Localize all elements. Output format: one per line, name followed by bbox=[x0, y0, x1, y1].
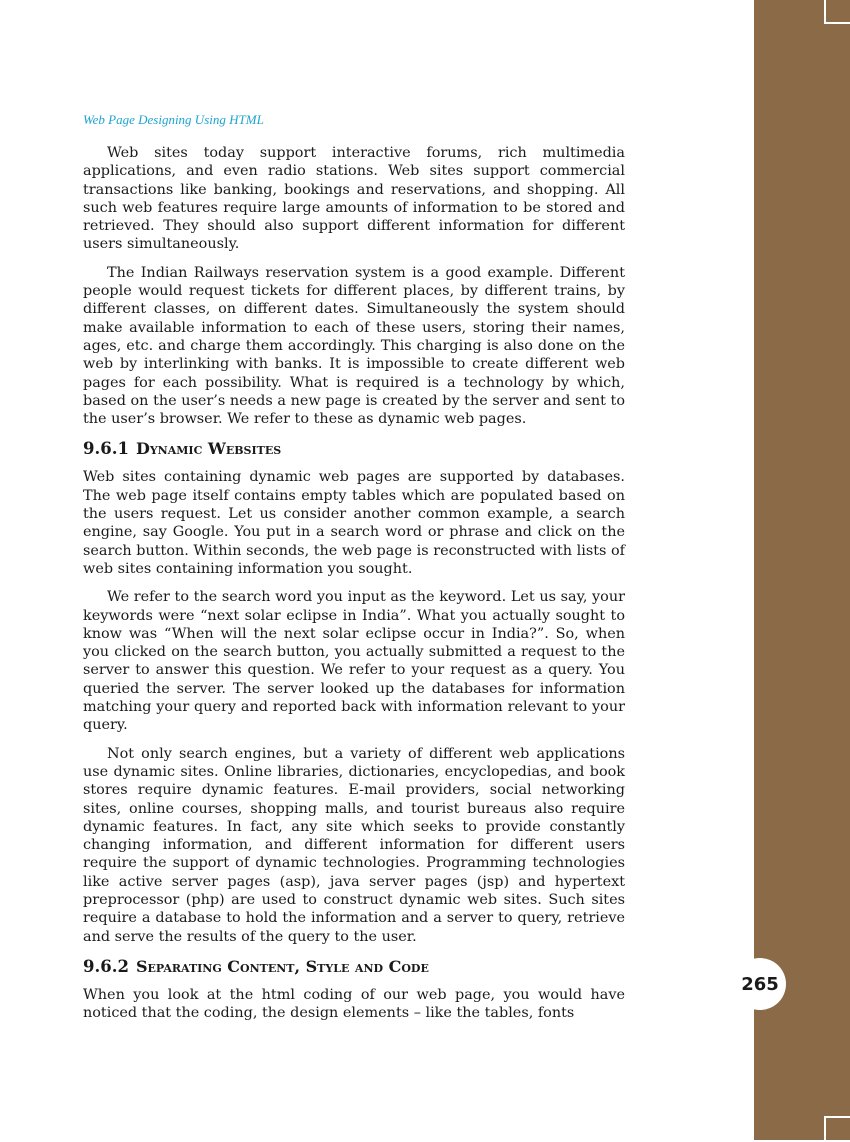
section-heading-separating-content bbox=[83, 956, 625, 978]
section-1-paragraph-2: We refer to the search word you input as the keyword. Let us say, your keywords were “next solar eclipse in India”. What you actually sought to know was “When will the next solar eclipse occur in India?”. So, when you clicked on the search button, you actually submitted a request to the server to answer this question. We refer to your request as a query. You queried the server. The server looked up the databases for information matching your query and reported back with information relevant to your query. bbox=[83, 589, 625, 734]
section-heading-dynamic-websites bbox=[83, 438, 625, 460]
crop-mark-top bbox=[824, 0, 850, 24]
section-1-paragraph-1: Web sites containing dynamic web pages are supported by databases. The web page itself contains empty tables which are populated based on the users request. Let us consider another common example, a search engine, say Google. You put in a search word or phrase and click on the search button. Within seconds, the web page is reconstructed with lists of web sites containing information you sought. bbox=[83, 469, 625, 577]
section-2-paragraph-1: When you look at the html coding of our web page, you would have noticed that the coding, the design elements – like the tables, fonts bbox=[83, 986, 625, 1022]
section-number: 9.6.1 bbox=[83, 439, 129, 459]
running-head: Web Page Designing Using HTML bbox=[83, 112, 264, 127]
section-1-paragraph-3: Not only search engines, but a variety of different web applications use dynamic sites. Online libraries, dictionaries, encyclopedias, and book stores require dynamic features. E-mail providers, social networking sites, online courses, shopping malls, and tourist bureaus also require dynamic features. In fact, any site which seeks to provide constantly changing information, and different information for different users require the support of dynamic technologies. Programming technologies like active server pages (asp), java server pages (jsp) and hypertext preprocessor (php) are used to construct dynamic web sites. Such sites require a database to hold the information and a server to query, retrieve and serve the results of the query to the user. bbox=[83, 745, 625, 945]
crop-mark-bottom bbox=[824, 1116, 850, 1142]
intro-paragraph-1: Web sites today support interactive forums, rich multimedia applications, and even radio stations. Web sites support commercial transactions like banking, bookings and reservations, and shopping. All such web features require large amounts of information to be stored and retrieved. They should also support different information for different users simultaneously. bbox=[83, 145, 625, 253]
section-title: Dynamic Websites bbox=[135, 439, 282, 459]
page-body bbox=[83, 144, 625, 1032]
section-number: 9.6.2 bbox=[83, 956, 129, 976]
page-number-badge: 265 bbox=[734, 958, 786, 1010]
intro-paragraph-2: The Indian Railways reservation system is a good example. Different people would request tickets for different places, by different trains, by different classes, on different dates. Simultaneously the system should make available information to each of these users, storing their names, ages, etc. and charge them accordingly. This charging is also done on the web by interlinking with banks. It is impossible to create different web pages for each possibility. What is required is a technology by which, based on the user’s needs a new page is created by the server and sent to the user’s browser. We refer to these as dynamic web pages. bbox=[83, 264, 625, 428]
section-title: Separating Content, Style and Code bbox=[135, 956, 429, 976]
